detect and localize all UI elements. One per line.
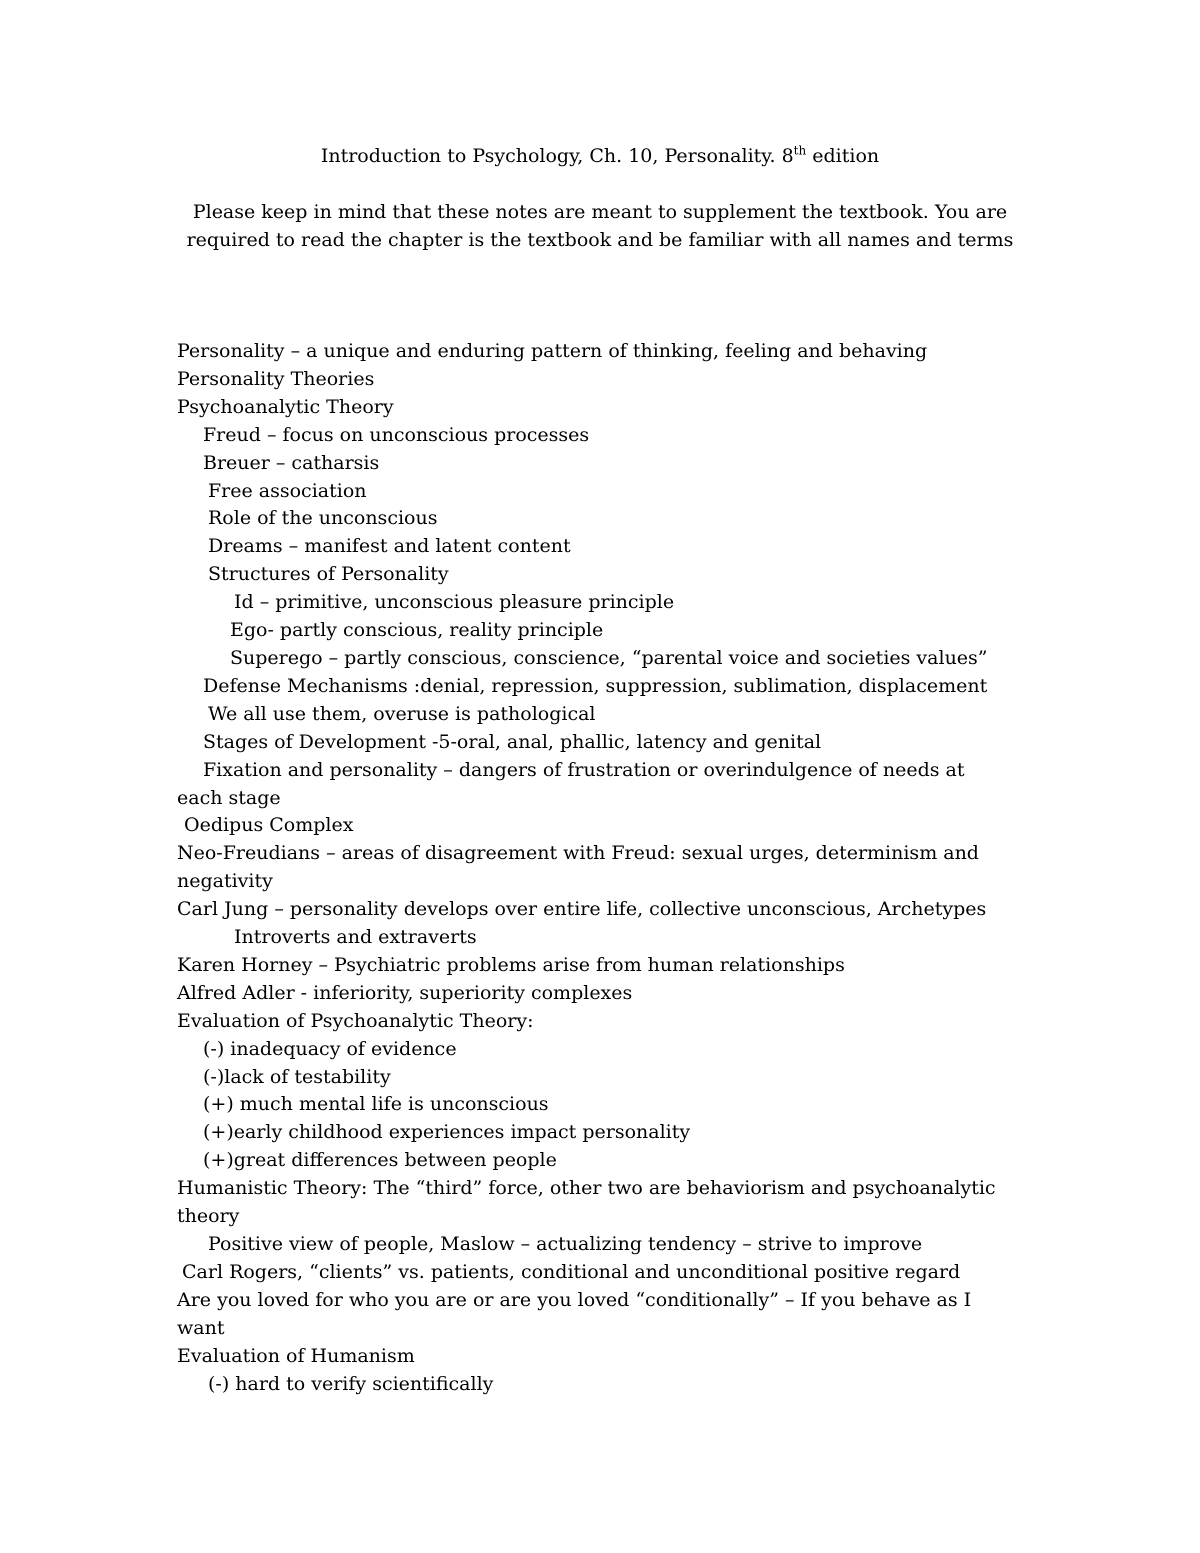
note-line: Structures of Personality <box>208 563 449 586</box>
note-line: Neo-Freudians – areas of disagreement with Freud: sexual urges, determinism and <box>177 842 979 865</box>
note-line: theory <box>177 1205 240 1228</box>
note-line: Are you loved for who you are or are you loved “conditionally” – If you behave as I <box>177 1288 972 1311</box>
title-main: Introduction to Psychology, Ch. 10, Personality. 8 <box>320 145 794 167</box>
note-line: (-)lack of testability <box>203 1065 391 1088</box>
note-line: Alfred Adler - inferiority, superiority complexes <box>177 981 633 1004</box>
note-line: (+) much mental life is unconscious <box>203 1093 549 1116</box>
note-line: Carl Rogers, “clients” vs. patients, conditional and unconditional positive regard <box>182 1260 961 1283</box>
note-line: Stages of Development -5-oral, anal, phallic, latency and genital <box>203 730 822 753</box>
note-line: want <box>177 1316 225 1339</box>
note-line: Breuer – catharsis <box>203 451 380 474</box>
note-line: negativity <box>177 870 273 893</box>
note-line: Evaluation of Humanism <box>177 1344 415 1367</box>
note-line: Carl Jung – personality develops over entire life, collective unconscious, Archetypes <box>177 898 987 921</box>
note-line: Humanistic Theory: The “third” force, other two are behaviorism and psychoanalytic <box>177 1177 996 1200</box>
note-line: Oedipus Complex <box>184 814 354 837</box>
note-line: Free association <box>208 479 367 502</box>
note-line: Karen Horney – Psychiatric problems arise from human relationships <box>177 953 845 976</box>
note-line: Personality Theories <box>177 367 375 390</box>
note-line: Positive view of people, Maslow – actualizing tendency – strive to improve <box>208 1233 923 1255</box>
note-line: We all use them, overuse is pathological <box>208 702 596 725</box>
note-line: each stage <box>177 786 281 809</box>
intro-paragraph: Please keep in mind that these notes are meant to supplement the textbook. You are required to read the chapter is the textbook and be familiar with all names and terms <box>186 201 1014 251</box>
note-line: Freud – focus on unconscious processes <box>203 423 590 446</box>
note-line: Fixation and personality – dangers of frustration or overindulgence of needs at <box>203 758 965 781</box>
note-line: Ego- partly conscious, reality principle <box>230 619 604 642</box>
document-title <box>0 142 1200 170</box>
note-line: Superego – partly conscious, conscience, “parental voice and societies values” <box>230 646 988 669</box>
title-superscript: th <box>793 143 807 158</box>
title-tail: edition <box>806 145 880 167</box>
notes-body <box>177 338 1037 1398</box>
note-line: Personality – a unique and enduring pattern of thinking, feeling and behaving <box>177 340 928 362</box>
note-line: Id – primitive, unconscious pleasure principle <box>234 591 675 614</box>
note-line: Evaluation of Psychoanalytic Theory: <box>177 1009 534 1032</box>
note-line: (-) inadequacy of evidence <box>203 1037 457 1060</box>
note-line: Role of the unconscious <box>208 507 438 530</box>
note-line: Introverts and extraverts <box>234 926 477 949</box>
note-line: Dreams – manifest and latent content <box>208 535 571 558</box>
note-line: Defense Mechanisms :denial, repression, suppression, sublimation, displacement <box>203 674 988 697</box>
note-line: (+)great differences between people <box>203 1149 557 1172</box>
note-line: (+)early childhood experiences impact personality <box>203 1121 691 1144</box>
note-line: Psychoanalytic Theory <box>177 395 394 418</box>
note-line: (-) hard to verify scientifically <box>208 1372 494 1395</box>
